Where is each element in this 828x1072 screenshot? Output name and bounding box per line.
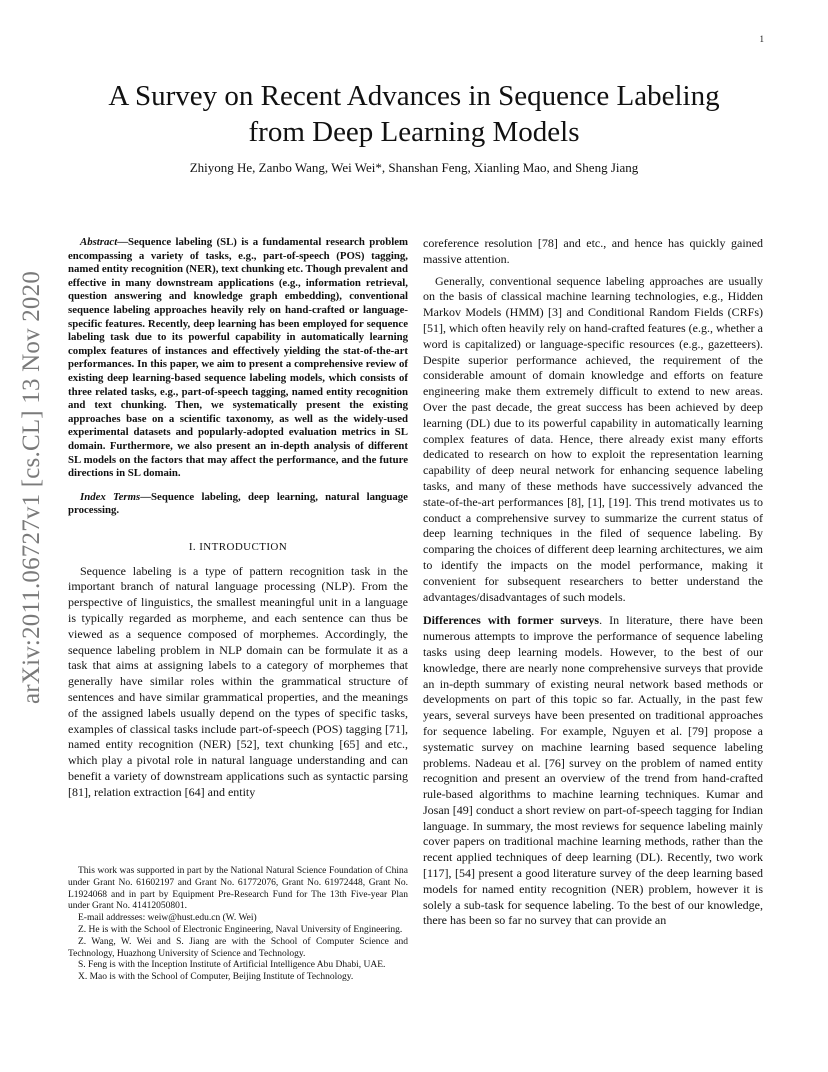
abstract-text: Sequence labeling (SL) is a fundamental research problem encompassing a variety of tasks, e.g., part-of-speech (POS) tagging, named entity recognition (NER), text chunking etc. Though prevalent and effective in many downstream applications (e.g., information retrieval, question answering and knowledge graph embedding), conventional sequence labeling approaches heavily rely on hand-crafted or language-specific features. Recently, deep learning has been employed for sequence labeling task due to its powerful capability in automatically learning complex features of instances and effectively yielding the stat-of-the-art performances. In this paper, we aim to present a comprehensive review of existing deep learning-based sequence labeling models, which consists of three related tasks, e.g., part-of-speech tagging, named entity recognition and text chunking. Then, we systematically present the existing approaches base on a scientific taxonomy, as well as the widely-used experimental datasets and popularly-adopted evaluation metrics in SL domain. Furthermore, we also present an in-depth analysis of different SL models on the factors that may affect the performance, and the future directions in SL domain.	[68, 236, 408, 480]
arxiv-stamp-text: arXiv:2011.06727v1 [cs.CL] 13 Nov 2020	[18, 270, 45, 704]
footnotes	[68, 866, 408, 984]
right-column	[423, 236, 763, 935]
paragraph-conventional-approaches: Generally, conventional sequence labeling approaches are usually on the basis of classical machine learning technologies, e.g., Hidden Markov Models (HMM) [3] and Conditional Random Fields (CRFs) [51], which often heavily rely on hand-crafted features (e.g., whether a word is capitalized) or language-specific resources (e.g., gazetteers). Despite superior performance achieved, the requirement of the considerable amount of domain knowledge and efforts on feature engineering make them extremely difficult to extend to new areas. Over the past decade, the great success has been achieved by deep learning (DL) due to its powerful capability in automatically learning complex features of data. Hence, there already exist many efforts dedicated to research on how to exploit the representation learning capability of deep neural network for enhancing sequence labeling tasks, and many of these methods have successively advanced the state-of-the-art performances [8], [1], [19]. This trend motivates us to conduct a comprehensive survey to summarize the current status of deep learning techniques in the filed of sequence labeling. By comparing the choices of different deep learning architectures, we aim to identify the impacts on the model performance, making it convenient for subsequent researchers to better understand the advantages/disadvantages of such models.	[423, 273, 763, 604]
index-terms	[68, 491, 408, 518]
subheading-former-surveys: Differences with former surveys	[423, 613, 600, 628]
footnote-email: E-mail addresses: weiw@hust.edu.cn (W. Wei)	[78, 913, 257, 924]
abstract-label: Abstract	[80, 236, 118, 248]
page-number: 1	[759, 34, 764, 44]
footnote-affiliation-wang: Z. Wang, W. Wei and S. Jiang are with the School of Computer Science and Technology, Huazhong University of Science and Technology.	[68, 936, 408, 959]
footnote-affiliation-mao: X. Mao is with the School of Computer, Beijing Institute of Technology.	[78, 972, 354, 983]
paragraph-coreference: coreference resolution [78] and etc., and hence has quickly gained massive attention.	[423, 236, 763, 266]
footnote-affiliation-he: Z. He is with the School of Electronic Engineering, Naval University of Engineering.	[78, 924, 403, 935]
abstract	[68, 236, 408, 481]
author-list: Zhiyong He, Zanbo Wang, Wei Wei*, Shanshan Feng, Xianling Mao, and Sheng Jiang	[189, 160, 639, 175]
index-terms-dash: —	[140, 490, 152, 503]
left-column	[68, 236, 408, 807]
section-heading-introduction: I. INTRODUCTION	[188, 540, 288, 553]
paper-title: A Survey on Recent Advances in Sequence Labeling from Deep Learning Models	[108, 80, 720, 148]
intro-paragraph: Sequence labeling is a type of pattern recognition task in the important branch of natural language processing (NLP). From the perspective of linguistics, the smallest meaningful unit in a language is typically regarded as morpheme, and each sentence can thus be viewed as a sequence composed of morphemes. Accordingly, the sequence labeling problem in NLP domain can be formulate it as a task that aims at assigning labels to a category of morphemes that generally have similar roles within the grammatical structure of sentences and have similar grammatical properties, and the meanings of the assigned labels usually depend on the types of specific tasks, examples of classical tasks include part-of-speech (POS) tagging [71], named entity recognition (NER) [52], text chunking [65] and etc., which play a pivotal role in natural language understanding and can benefit a variety of downstream applications such as syntactic parsing [81], relation extraction [64] and entity	[68, 563, 408, 799]
arxiv-stamp	[14, 270, 50, 704]
paragraph-former-surveys-text: . In literature, there have been numerous attempts to improve the performance of sequence labeling tasks using deep learning models. However, to the best of our knowledge, there are nearly none comprehensive surveys that provide an in-depth summary of existing neural network based methods or developments on part of this topic so far. Actually, in the past few years, several surveys have been presented on traditional approaches for sequence labeling. For example, Nguyen et al. [79] propose a systematic survey on machine learning based sequence labeling problems. Nadeau et al. [76] survey on the problem of named entity recognition and present an overview of the trend from hand-crafted rule-based algorithms to machine learning techniques. Kumar and Josan [49] conduct a short review on part-of-speech tagging for Indian language. In summary, the most reviews for sequence labeling mainly cover papers on traditional machine learning methods, rather than the recent applied techniques of deep learning (DL). Recently, two work [117], [54] present a good literature survey of the deep learning based models for named entity recognition (NER) problem, however it is solely a sub-task for sequence labeling. To the best of our knowledge, there has been so far no survey that can provide an	[423, 613, 764, 928]
index-terms-label: Index Terms	[80, 490, 141, 503]
footnote-affiliation-feng: S. Feng is with the Inception Institute of Artificial Intelligence Abu Dhabi, UAE.	[78, 960, 386, 971]
footnote-funding: This work was supported in part by the National Natural Science Foundation of China under Grant No. 61602197 and Grant No. 61772076, Grant No. 61972448, Grant No. L1924068 and in part by Equipment Pre-Research Fund for The 13th Five-year Plan under Grant No. 41412050801.	[68, 866, 408, 912]
abstract-dash: —	[117, 236, 128, 248]
paragraph-former-surveys	[423, 613, 763, 929]
index-terms-text: Sequence labeling, deep learning, natural language processing.	[68, 490, 408, 517]
